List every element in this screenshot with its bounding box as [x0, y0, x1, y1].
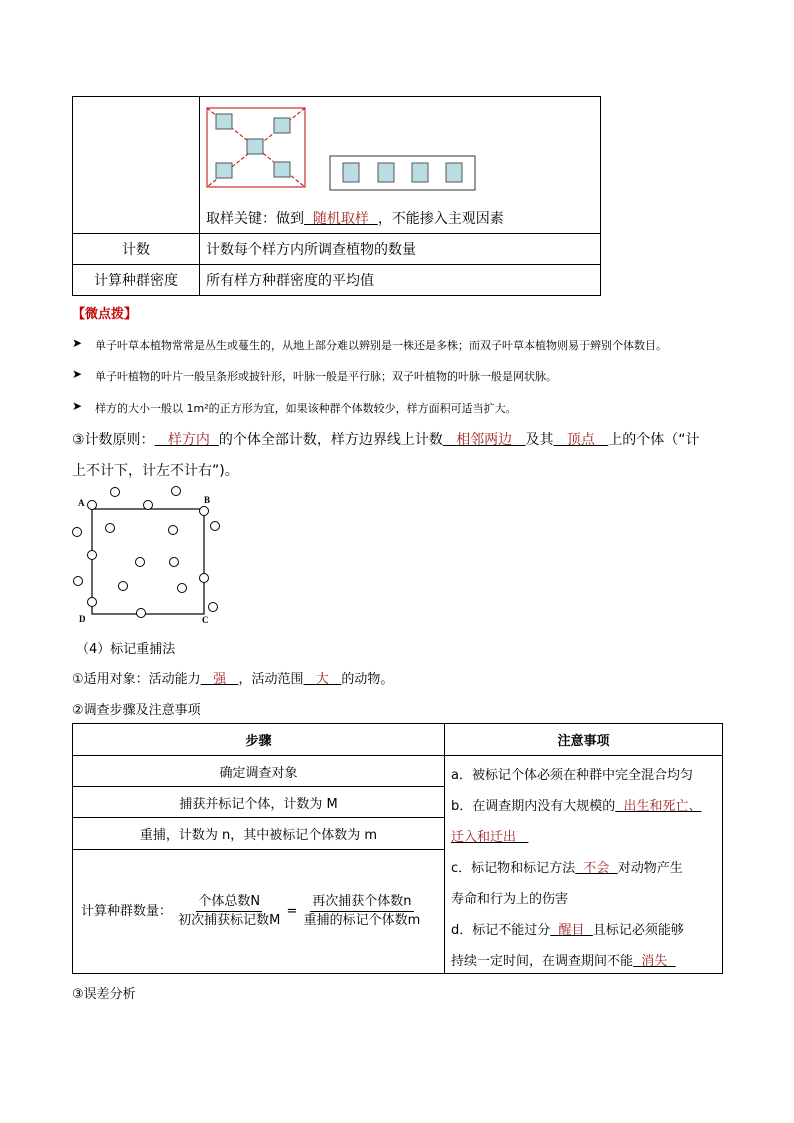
individual-dot	[88, 551, 97, 560]
row-content-density: 所有样方种群密度的平均值	[200, 265, 601, 296]
note-b-line2: 迁入和迁出	[451, 830, 517, 845]
bullet-arrow-icon: ➤	[72, 367, 83, 381]
individual-dot	[200, 574, 209, 583]
step-3: 重捕，计数为 n，其中被标记个体数为 m	[73, 818, 445, 850]
individual-dot	[172, 487, 181, 496]
counting-principle-line2: 上不计下，计左不计右”)。	[72, 463, 239, 479]
note-d-line2: 持续一定时间，在调查期间不能 消失	[451, 954, 668, 969]
tips-header: 【微点拨】	[72, 307, 138, 322]
sampling-table	[72, 96, 601, 296]
individual-dot	[137, 609, 146, 618]
note-b: b．在调查期内没有大规模的 出生和死亡、	[451, 799, 702, 814]
individual-dot	[88, 501, 97, 510]
formula-label: 计算种群数量：	[81, 904, 173, 919]
sampling-method-cell	[200, 97, 601, 234]
tip-item-3: 样方的大小一般以 1m²的正方形为宜，如果该种群个体数较少，样方面积可适当扩大。	[95, 402, 517, 415]
corner-label-b: B	[204, 495, 211, 505]
applicable-objects: ①适用对象：活动能力 强 ，活动范围 大 的动物。	[72, 672, 394, 687]
note-a: a．被标记个体必须在种群中完全混合均匀	[451, 768, 693, 783]
individual-dot	[169, 526, 178, 535]
individual-dot	[209, 603, 218, 612]
corner-label-d: D	[79, 614, 86, 624]
tip-item-2: 单子叶植物的叶片一般呈条形或披针形，叶脉一般是平行脉；双子叶植物的叶脉一般是网状脉。	[95, 370, 557, 383]
note-c-line2: 寿命和行为上的伤害	[451, 892, 569, 907]
equals-sign: =	[286, 904, 298, 919]
sample-square	[216, 114, 232, 129]
error-analysis-heading: ③误差分析	[72, 987, 136, 1002]
sample-square	[274, 162, 290, 177]
individual-dot	[88, 598, 97, 607]
row-content-count: 计数每个样方内所调查植物的数量	[200, 234, 601, 265]
steps-table	[72, 723, 723, 974]
bullet-arrow-icon: ➤	[72, 399, 83, 413]
sample-square	[412, 163, 428, 182]
sampling-key-text: 取样关键：做到 随机取样 ，不能掺入主观因素	[206, 211, 504, 227]
equidistant-sampling-diagram	[330, 156, 475, 190]
col-header-steps: 步骤	[73, 724, 445, 756]
individual-dot	[200, 507, 209, 516]
corner-label-c: C	[202, 615, 209, 625]
steps-heading: ②调查步骤及注意事项	[72, 703, 201, 718]
individual-dot	[144, 501, 153, 510]
col-header-notes: 注意事项	[445, 724, 723, 756]
counting-principle: ③计数原则： 样方内 的个体全部计数，样方边界线上计数 相邻两边 及其 顶点 上的个体（“计	[72, 432, 700, 448]
sample-square	[343, 163, 359, 182]
note-d: d．标记不能过分 醒目 且标记必须能够	[451, 923, 684, 938]
sample-square	[216, 163, 232, 178]
bullet-arrow-icon: ➤	[72, 336, 83, 350]
sample-square	[378, 163, 394, 182]
fraction-left: $\frac{\text{个体总数N}}{\text{初次捕获标记数M}}$	[178, 894, 281, 928]
row-label-count: 计数	[73, 234, 200, 265]
five-point-sampling-diagram	[207, 108, 305, 187]
quadrat-counting-diagram	[70, 484, 230, 626]
corner-label-a: A	[78, 498, 85, 508]
individual-dot	[119, 582, 128, 591]
row-label-density: 计算种群密度	[73, 265, 200, 296]
individual-dot	[178, 584, 187, 593]
mark-recapture-heading: （4）标记重捕法	[76, 642, 176, 657]
sample-square	[247, 139, 263, 154]
individual-dot	[136, 558, 145, 567]
sample-square	[446, 163, 462, 182]
individual-dot	[74, 577, 83, 586]
step-4-formula	[73, 850, 445, 974]
fraction-right: $\frac{\text{再次捕获个体数n}}{\text{重捕的标记个体数m}}$	[303, 894, 421, 928]
individual-dot	[111, 488, 120, 497]
note-c: c．标记物和标记方法 不会 对动物产生	[451, 861, 683, 876]
individual-dot	[73, 528, 82, 537]
step-2: 捕获并标记个体，计数为 M	[73, 787, 445, 818]
individual-dot	[170, 558, 179, 567]
individual-dot	[211, 522, 220, 531]
sample-square	[274, 118, 290, 133]
blank-cell	[73, 97, 200, 234]
step-1: 确定调查对象	[73, 756, 445, 787]
individual-dot	[106, 524, 115, 533]
notes-cell	[445, 756, 723, 974]
tip-item-1: 单子叶草本植物常常是丛生或蔓生的，从地上部分难以辨别是一株还是多株；而双子叶草本植物则易于辨别个体数目。	[95, 339, 667, 352]
